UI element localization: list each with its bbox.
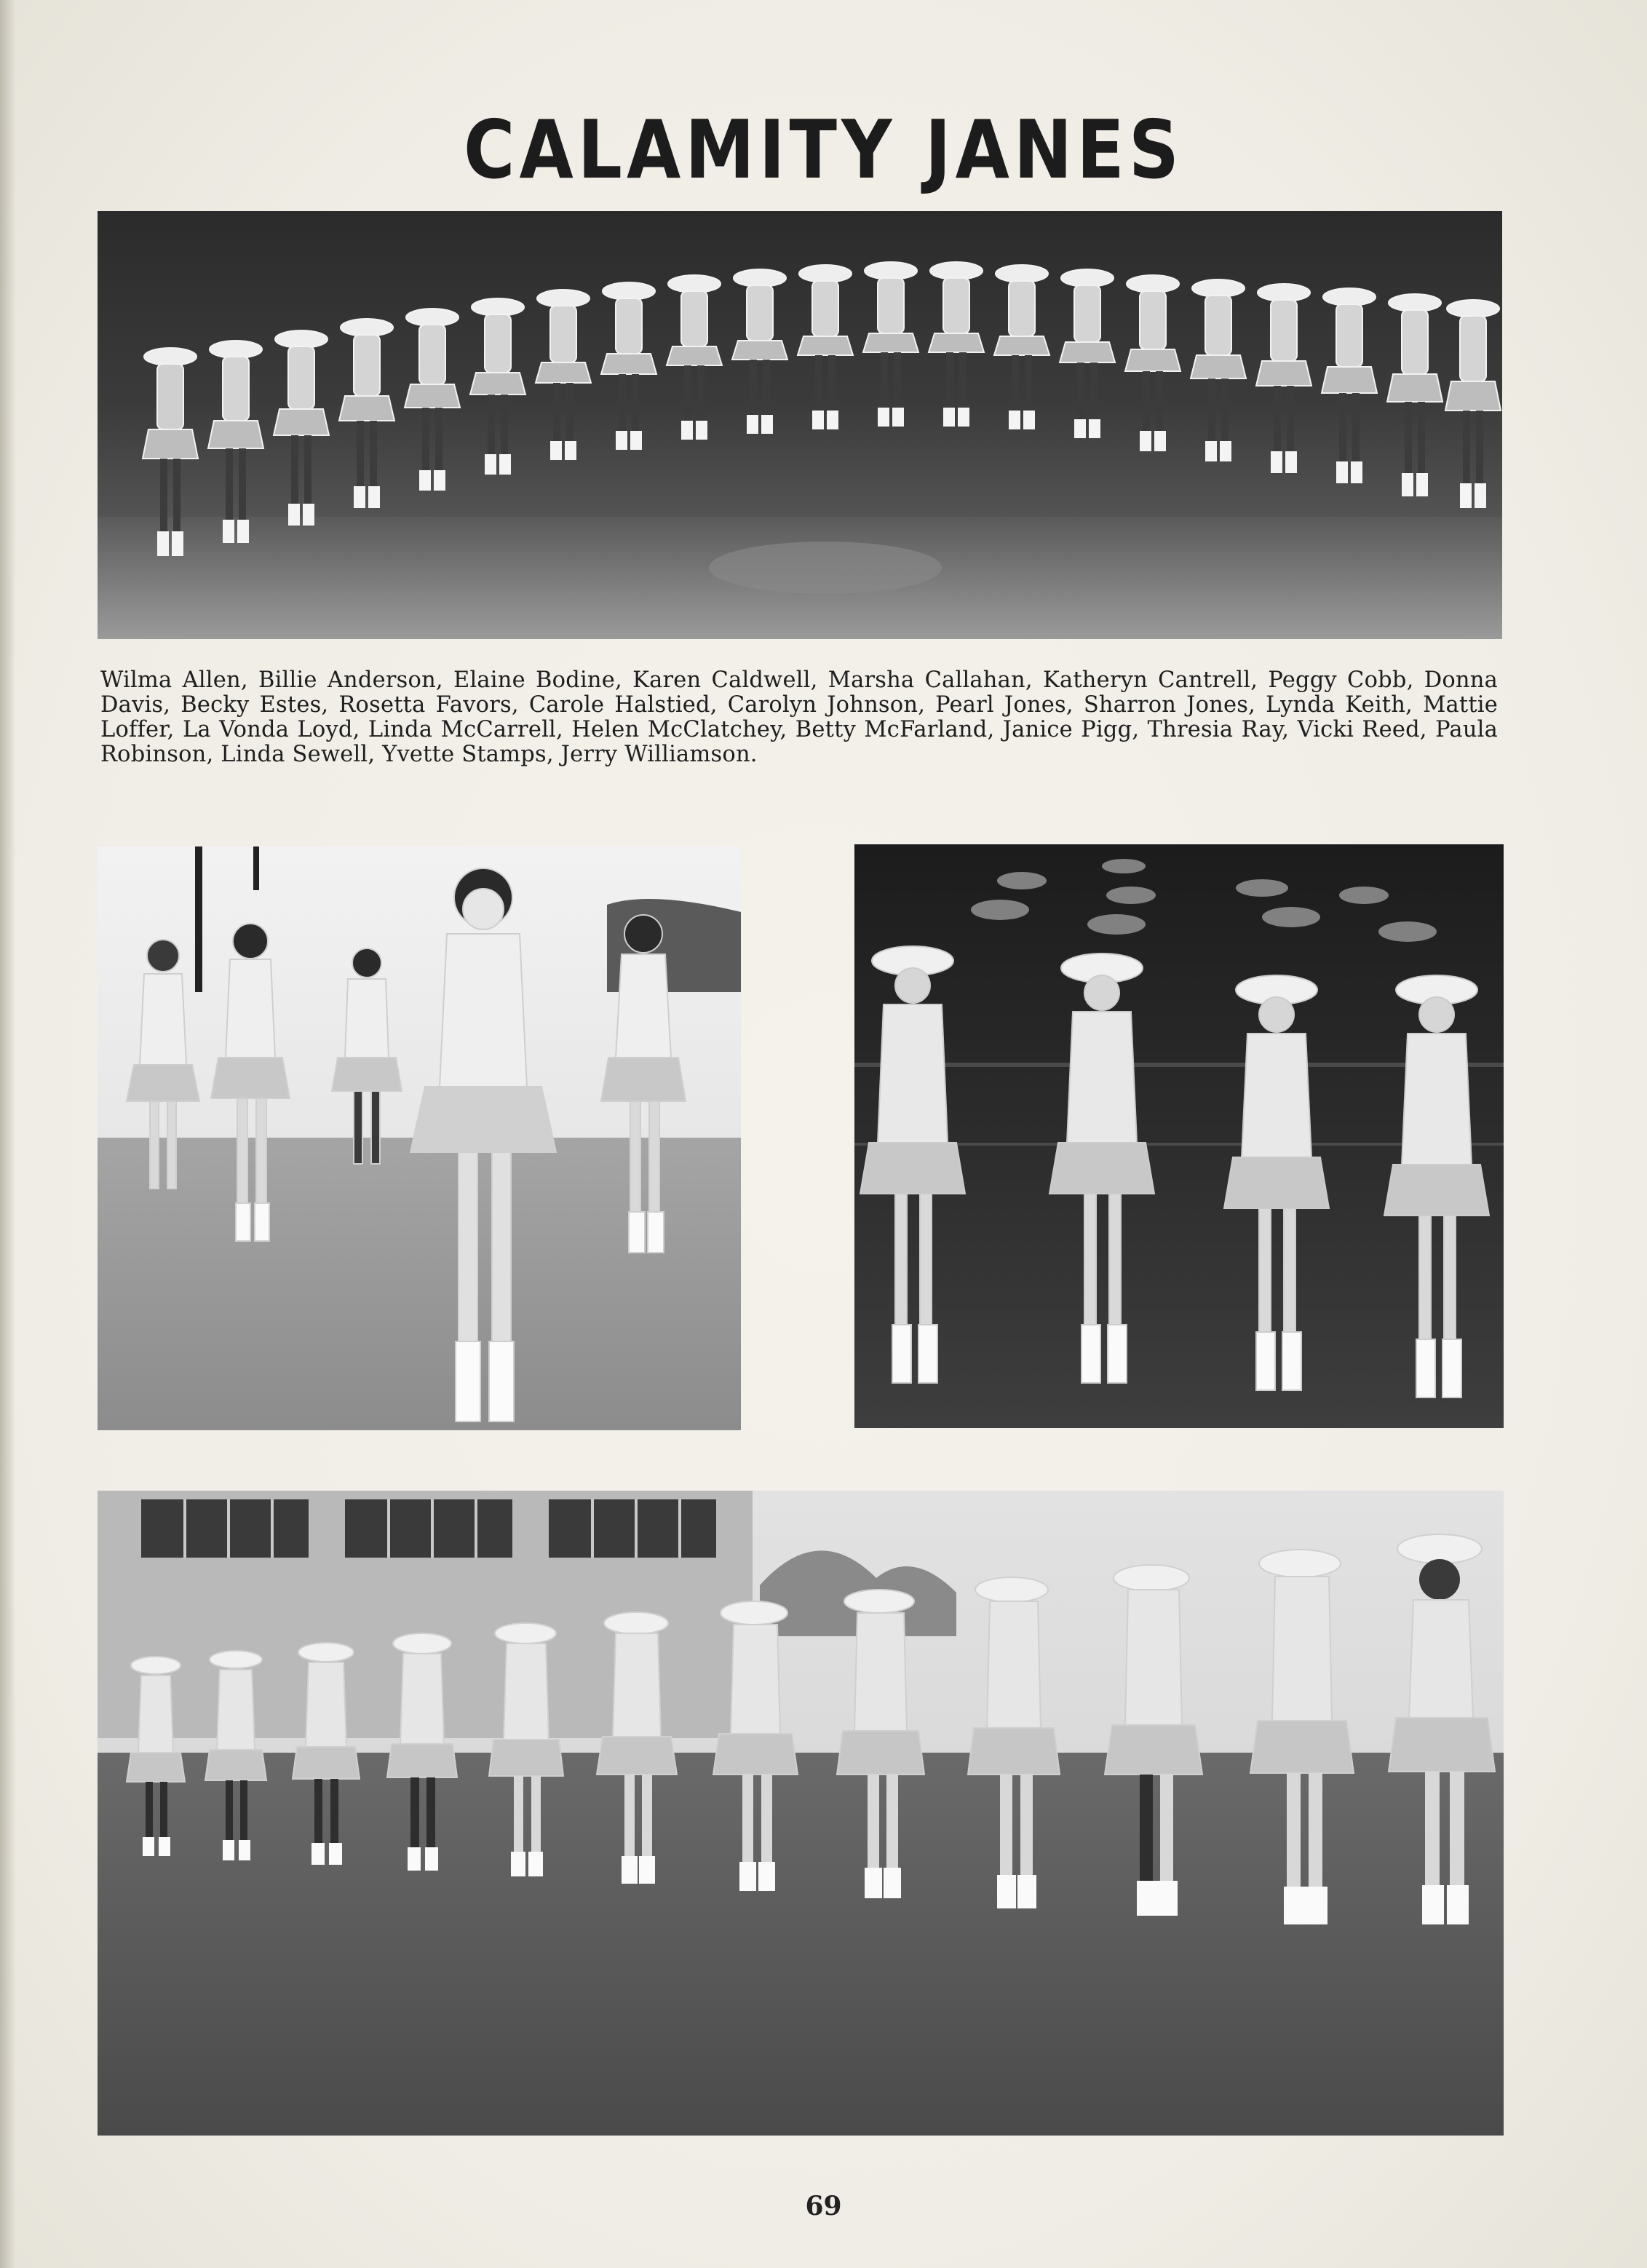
photo-outdoor-performers (98, 846, 741, 1430)
binding-shadow (0, 0, 16, 2268)
photo-kick-line-image (98, 1491, 1504, 2136)
photo-gym-formation-image (854, 844, 1504, 1428)
photo-drill-team-line (98, 211, 1502, 639)
photo-gym-formation (854, 844, 1504, 1428)
photo-outdoor-performers-image (98, 846, 741, 1430)
photo-drill-team-line-image (98, 211, 1502, 639)
photo-kick-line (98, 1491, 1504, 2136)
page-number: 69 (805, 2191, 842, 2221)
member-names-caption: Wilma Allen, Billie Anderson, Elaine Bodine, Karen Caldwell, Marsha Callahan, Katheryn Cantrell, Peggy Cobb, Donna Davis, Becky Estes, Rosetta Favors, Carole Halstied, Carolyn Johnson, Pearl Jones, Sharron Jones, Lynda Keith, Mattie Loffer, La Vonda Loyd, Linda McCarrell, Helen McClatchey, Betty McFarland, Janice Pigg, Thresia Ray, Vicki Reed, Paula Robinson, Linda Sewell, Yvette Stamps, Jerry Williamson. (100, 667, 1498, 767)
page-title: CALAMITY JANES (464, 103, 1183, 197)
